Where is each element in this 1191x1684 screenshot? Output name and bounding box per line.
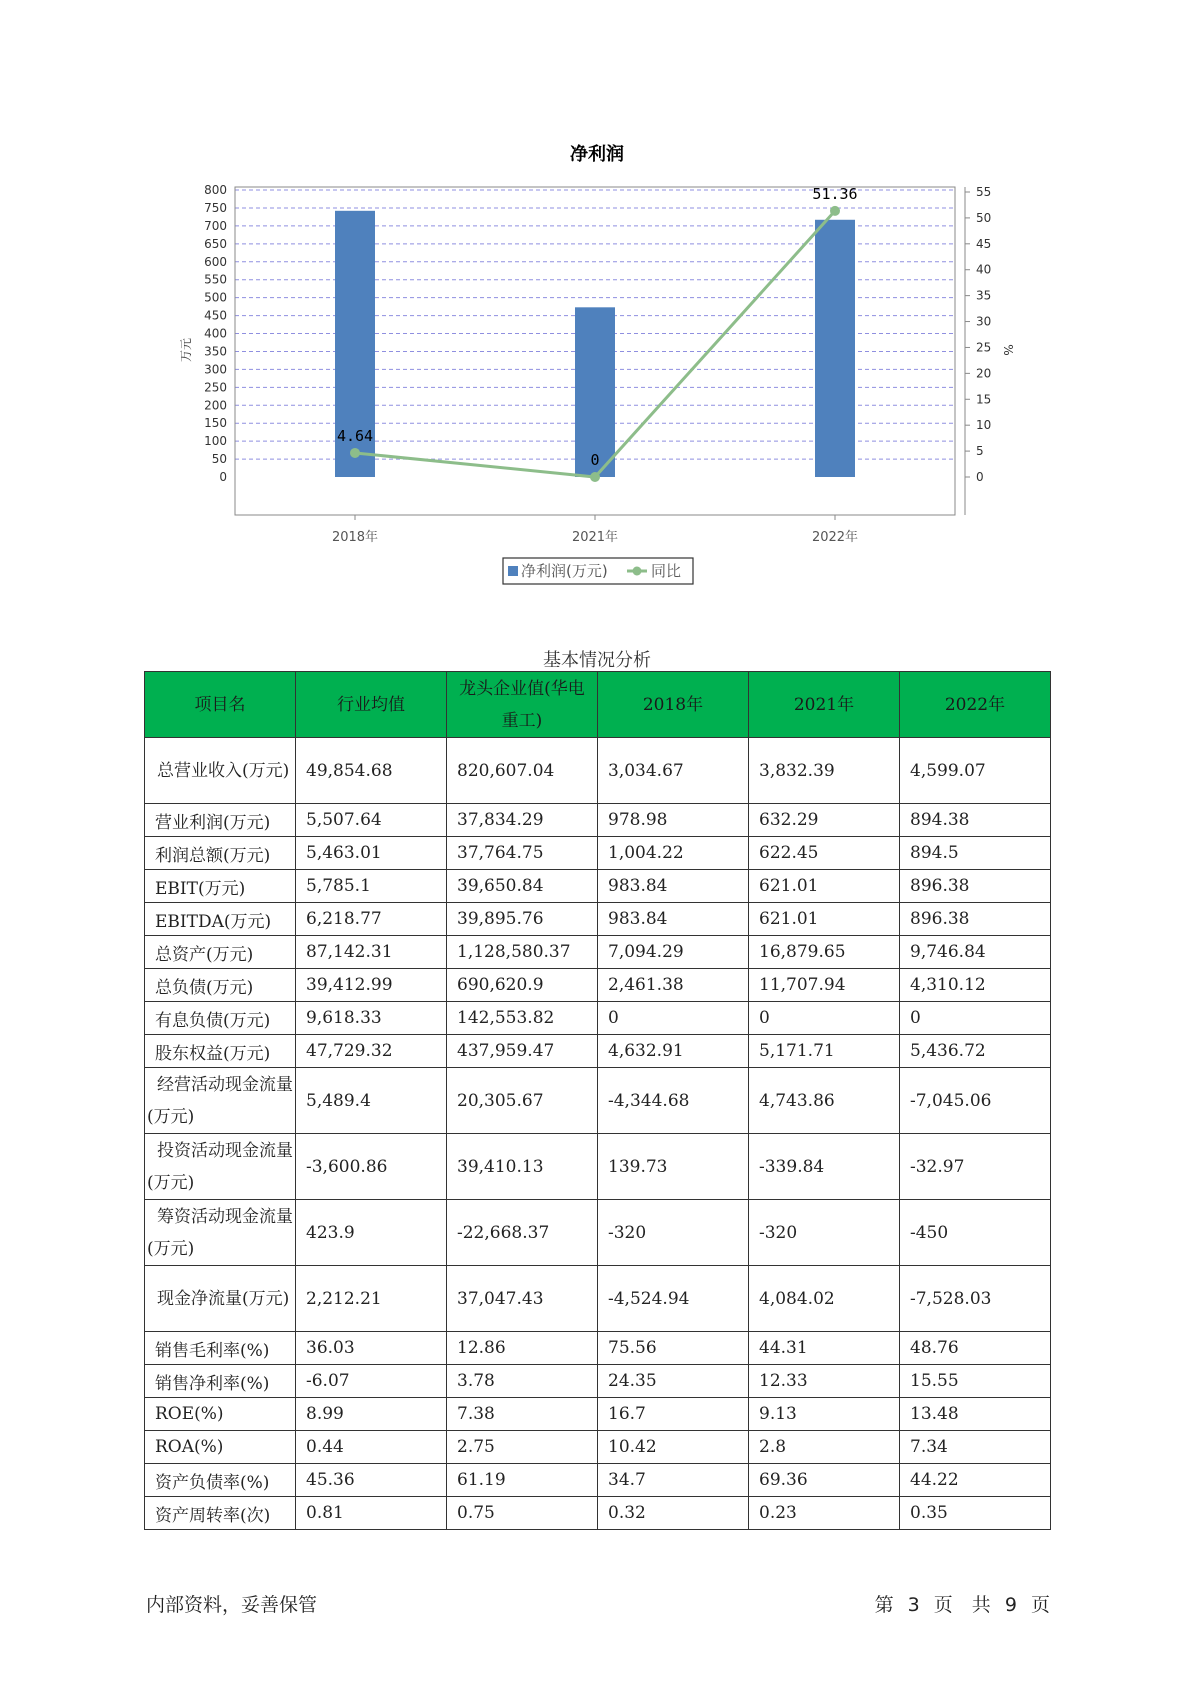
x-tick-label: 2018年: [331, 530, 379, 545]
row-value-cell: 7.38: [447, 1398, 598, 1431]
header-2018: 2018年: [598, 672, 749, 738]
row-value-cell: 39,895.76: [447, 903, 598, 936]
row-value-cell: 37,764.75: [447, 837, 598, 870]
y-axis-left: [204, 183, 227, 484]
row-value-cell: 632.29: [749, 804, 900, 837]
y-tick-label-left: 500: [204, 290, 227, 305]
data-label: 4.64: [336, 426, 374, 445]
table-row: [145, 1035, 1051, 1068]
row-value-cell: 142,553.82: [447, 1002, 598, 1035]
row-item-name: EBITDA(万元): [145, 903, 296, 936]
row-value-cell: 69.36: [749, 1464, 900, 1497]
row-value-cell: -450: [900, 1200, 1051, 1266]
x-tick-label: 2021年: [571, 530, 619, 545]
y-tick-label-left: 650: [204, 236, 227, 251]
row-value-cell: 0.44: [296, 1431, 447, 1464]
table-row: [145, 804, 1051, 837]
row-value-cell: 3.78: [447, 1365, 598, 1398]
row-value-cell: 16.7: [598, 1398, 749, 1431]
row-item-name: 资产负债率(%): [145, 1464, 296, 1497]
x-tick-label: 2022年: [811, 530, 859, 545]
row-value-cell: 48.76: [900, 1332, 1051, 1365]
row-value-cell: 24.35: [598, 1365, 749, 1398]
row-item-name: ROE(%): [145, 1398, 296, 1431]
row-value-cell: 5,436.72: [900, 1035, 1051, 1068]
page-total: 9: [1004, 1594, 1017, 1616]
table-row: [145, 1365, 1051, 1398]
row-value-cell: 47,729.32: [296, 1035, 447, 1068]
y-tick-label-left: 0: [219, 470, 227, 484]
row-value-cell: 0.23: [749, 1497, 900, 1530]
y-tick-label-left: 450: [204, 308, 227, 323]
header-item-name: 项目名: [145, 672, 296, 738]
y-tick-label-right: 35: [976, 288, 992, 303]
row-item-name: 筹资活动现金流量(万元): [145, 1200, 296, 1266]
table-caption: 基本情况分析: [543, 650, 651, 671]
row-value-cell: 15.55: [900, 1365, 1051, 1398]
row-value-cell: 44.22: [900, 1464, 1051, 1497]
data-label: 51.36: [812, 184, 858, 203]
y-tick-label-right: 25: [976, 340, 992, 355]
row-value-cell: -339.84: [749, 1134, 900, 1200]
y-tick-label-left: 350: [204, 344, 227, 359]
line-point: [590, 472, 600, 482]
y-tick-label-right: 40: [976, 262, 992, 277]
table-row: [145, 1332, 1051, 1365]
y-axis-left-title: 万元: [179, 337, 193, 363]
row-value-cell: 0.32: [598, 1497, 749, 1530]
row-value-cell: -320: [749, 1200, 900, 1266]
legend-swatch-bar: [508, 566, 518, 576]
row-value-cell: 5,463.01: [296, 837, 447, 870]
page-mid: 页 共: [933, 1594, 991, 1616]
row-value-cell: 12.86: [447, 1332, 598, 1365]
row-value-cell: -320: [598, 1200, 749, 1266]
row-value-cell: 2,212.21: [296, 1266, 447, 1332]
row-value-cell: 11,707.94: [749, 969, 900, 1002]
y-tick-label-right: 10: [976, 418, 992, 433]
row-value-cell: 7.34: [900, 1431, 1051, 1464]
page-indicator: [875, 1590, 1050, 1617]
y-tick-label-left: 750: [204, 200, 227, 215]
row-item-name: 销售毛利率(%): [145, 1332, 296, 1365]
row-value-cell: -7,528.03: [900, 1266, 1051, 1332]
table-row: [145, 903, 1051, 936]
row-value-cell: -22,668.37: [447, 1200, 598, 1266]
row-value-cell: 622.45: [749, 837, 900, 870]
row-value-cell: 37,047.43: [447, 1266, 598, 1332]
row-value-cell: 5,785.1: [296, 870, 447, 903]
row-value-cell: 4,632.91: [598, 1035, 749, 1068]
row-value-cell: -4,524.94: [598, 1266, 749, 1332]
table-row: [145, 1464, 1051, 1497]
row-value-cell: 4,310.12: [900, 969, 1051, 1002]
line-point: [830, 206, 840, 216]
row-value-cell: 4,599.07: [900, 738, 1051, 804]
row-item-name: ROA(%): [145, 1431, 296, 1464]
row-value-cell: 20,305.67: [447, 1068, 598, 1134]
row-item-name: 股东权益(万元): [145, 1035, 296, 1068]
row-value-cell: 0: [598, 1002, 749, 1035]
row-value-cell: -3,600.86: [296, 1134, 447, 1200]
bar: [815, 220, 855, 477]
row-value-cell: 820,607.04: [447, 738, 598, 804]
row-value-cell: 5,489.4: [296, 1068, 447, 1134]
row-value-cell: 896.38: [900, 870, 1051, 903]
table-row: [145, 1398, 1051, 1431]
row-item-name: 投资活动现金流量(万元): [145, 1134, 296, 1200]
row-value-cell: 61.19: [447, 1464, 598, 1497]
row-value-cell: 9,746.84: [900, 936, 1051, 969]
y-tick-label-right: 50: [976, 210, 992, 225]
row-value-cell: 13.48: [900, 1398, 1051, 1431]
row-item-name: 营业利润(万元): [145, 804, 296, 837]
legend-swatch-marker: [633, 567, 642, 576]
row-value-cell: 8.99: [296, 1398, 447, 1431]
x-axis: [332, 515, 858, 545]
y-tick-label-right: 55: [976, 185, 992, 199]
header-leader-value: 龙头企业值(华电重工): [447, 672, 598, 738]
data-label: 0: [590, 451, 600, 469]
row-value-cell: 690,620.9: [447, 969, 598, 1002]
legend-label-net-profit: 净利润(万元): [521, 562, 608, 580]
page-prefix: 第: [874, 1594, 894, 1616]
table-row: [145, 969, 1051, 1002]
row-value-cell: 2,461.38: [598, 969, 749, 1002]
row-item-name: 现金净流量(万元): [145, 1266, 296, 1332]
row-value-cell: 9.13: [749, 1398, 900, 1431]
row-value-cell: 3,034.67: [598, 738, 749, 804]
y-tick-label-left: 100: [204, 434, 227, 449]
row-value-cell: 0.75: [447, 1497, 598, 1530]
row-value-cell: 44.31: [749, 1332, 900, 1365]
y-tick-label-left: 300: [204, 362, 227, 377]
row-value-cell: 39,410.13: [447, 1134, 598, 1200]
table-row: [145, 1431, 1051, 1464]
y-tick-label-right: 20: [976, 366, 992, 381]
row-value-cell: 0.81: [296, 1497, 447, 1530]
chart-legend: [503, 558, 693, 584]
header-2021: 2021年: [749, 672, 900, 738]
row-value-cell: 983.84: [598, 903, 749, 936]
table-row: [145, 1068, 1051, 1134]
line-point: [350, 448, 360, 458]
table-row: [145, 1200, 1051, 1266]
table-row: [145, 1497, 1051, 1530]
confidential-note: 内部资料，妥善保管: [146, 1594, 318, 1616]
row-value-cell: 45.36: [296, 1464, 447, 1497]
row-value-cell: 39,412.99: [296, 969, 447, 1002]
row-value-cell: 9,618.33: [296, 1002, 447, 1035]
header-industry-average: 行业均值: [296, 672, 447, 738]
header-2022: 2022年: [900, 672, 1051, 738]
row-value-cell: 34.7: [598, 1464, 749, 1497]
row-value-cell: 39,650.84: [447, 870, 598, 903]
row-value-cell: 4,743.86: [749, 1068, 900, 1134]
y-tick-label-left: 700: [204, 218, 227, 233]
row-value-cell: 983.84: [598, 870, 749, 903]
row-value-cell: 1,004.22: [598, 837, 749, 870]
y-tick-label-left: 600: [204, 254, 227, 269]
row-value-cell: 894.38: [900, 804, 1051, 837]
row-value-cell: -7,045.06: [900, 1068, 1051, 1134]
legend-label-yoy: 同比: [651, 562, 682, 580]
row-value-cell: 16,879.65: [749, 936, 900, 969]
net-profit-chart: [0, 0, 1191, 600]
row-item-name: 资产周转率(次): [145, 1497, 296, 1530]
table-row: [145, 1002, 1051, 1035]
bar-series: [335, 211, 855, 477]
y-tick-label-left: 800: [204, 183, 227, 197]
page-current: 3: [907, 1594, 920, 1616]
row-value-cell: 978.98: [598, 804, 749, 837]
row-value-cell: 5,507.64: [296, 804, 447, 837]
row-value-cell: 621.01: [749, 870, 900, 903]
row-item-name: 销售净利率(%): [145, 1365, 296, 1398]
row-value-cell: 0: [900, 1002, 1051, 1035]
y-tick-label-left: 400: [204, 326, 227, 341]
row-value-cell: 621.01: [749, 903, 900, 936]
row-value-cell: 75.56: [598, 1332, 749, 1365]
row-value-cell: 1,128,580.37: [447, 936, 598, 969]
basic-analysis-table: [144, 671, 1051, 1530]
row-value-cell: 437,959.47: [447, 1035, 598, 1068]
y-axis-right: [965, 185, 991, 515]
table-row: [145, 837, 1051, 870]
table-row: [145, 1134, 1051, 1200]
table-row: [145, 1266, 1051, 1332]
row-value-cell: 7,094.29: [598, 936, 749, 969]
y-tick-label-left: 250: [204, 380, 227, 395]
row-item-name: 总负债(万元): [145, 969, 296, 1002]
table-header-row: [145, 672, 1051, 738]
row-value-cell: 139.73: [598, 1134, 749, 1200]
table-row: [145, 936, 1051, 969]
row-value-cell: -6.07: [296, 1365, 447, 1398]
row-value-cell: 3,832.39: [749, 738, 900, 804]
row-value-cell: -32.97: [900, 1134, 1051, 1200]
row-value-cell: 37,834.29: [447, 804, 598, 837]
row-value-cell: 49,854.68: [296, 738, 447, 804]
row-item-name: 利润总额(万元): [145, 837, 296, 870]
y-tick-label-left: 550: [204, 272, 227, 287]
row-value-cell: 2.8: [749, 1431, 900, 1464]
y-tick-label-left: 200: [204, 398, 227, 413]
row-item-name: EBIT(万元): [145, 870, 296, 903]
row-item-name: 有息负债(万元): [145, 1002, 296, 1035]
y-tick-label-right: 45: [976, 236, 992, 251]
row-value-cell: 2.75: [447, 1431, 598, 1464]
row-value-cell: 36.03: [296, 1332, 447, 1365]
y-tick-label-left: 150: [204, 416, 227, 431]
row-value-cell: 894.5: [900, 837, 1051, 870]
y-tick-label-right: 0: [976, 470, 984, 484]
row-value-cell: 6,218.77: [296, 903, 447, 936]
y-tick-label-right: 15: [976, 392, 992, 407]
row-item-name: 总营业收入(万元): [145, 738, 296, 804]
y-tick-label-right: 5: [976, 444, 984, 459]
row-value-cell: 0: [749, 1002, 900, 1035]
row-item-name: 经营活动现金流量(万元): [145, 1068, 296, 1134]
y-tick-label-right: 30: [976, 314, 992, 329]
row-value-cell: 5,171.71: [749, 1035, 900, 1068]
row-value-cell: 423.9: [296, 1200, 447, 1266]
chart-title: 净利润: [570, 144, 624, 165]
row-value-cell: 4,084.02: [749, 1266, 900, 1332]
row-value-cell: 10.42: [598, 1431, 749, 1464]
y-axis-right-title: %: [1001, 344, 1015, 356]
page-suffix: 页: [1030, 1594, 1050, 1616]
row-value-cell: 87,142.31: [296, 936, 447, 969]
table-row: [145, 870, 1051, 903]
row-value-cell: 12.33: [749, 1365, 900, 1398]
table-row: [145, 738, 1051, 804]
y-tick-label-left: 50: [211, 452, 227, 467]
row-item-name: 总资产(万元): [145, 936, 296, 969]
row-value-cell: 896.38: [900, 903, 1051, 936]
row-value-cell: -4,344.68: [598, 1068, 749, 1134]
row-value-cell: 0.35: [900, 1497, 1051, 1530]
